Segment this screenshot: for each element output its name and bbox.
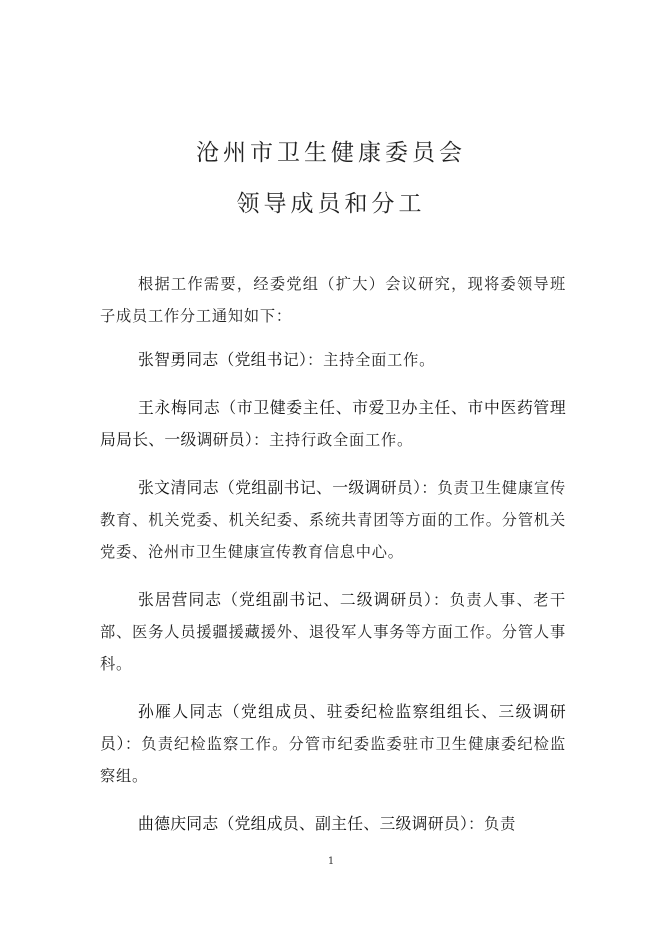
member-name-role: 王永梅同志（市卫健委主任、市爱卫办主任、市中医药管理局局长、一级调研员）	[100, 398, 566, 449]
member-name-role: 孙雁人同志（党组成员、驻委纪检监察组组长、三级调研员）	[100, 702, 566, 753]
member-name-role: 张居营同志（党组副书记、二级调研员）	[138, 590, 433, 609]
member-name-role: 张智勇同志（党组书记）	[138, 350, 308, 369]
member-paragraph	[100, 696, 566, 792]
member-duties: ：主持行政全面工作。	[253, 431, 413, 449]
member-paragraph	[100, 344, 566, 376]
member-name-role: 张文清同志（党组副书记、一级调研员）	[138, 478, 422, 497]
document-title-line2: 领导成员和分工	[236, 191, 426, 217]
member-paragraph	[100, 808, 566, 840]
document-title-line1: 沧州市卫生健康委员会	[196, 140, 466, 166]
member-duties: ：负责卫生健康宣传教育、机关党委、机关纪委、系统共青团等方面的工作。分管机关党委、沧州市卫生健康宣传教育信息中心。	[100, 479, 566, 561]
member-duties: ：负责	[468, 815, 517, 833]
member-name-role: 曲德庆同志（党组成员、副主任、三级调研员）	[138, 814, 469, 833]
member-paragraph	[100, 392, 566, 456]
member-duties: ：负责人事、老干部、医务人员援疆援藏援外、退役军人事务等方面工作。分管人事科。	[100, 591, 566, 673]
intro-paragraph: 根据工作需要，经委党组（扩大）会议研究，现将委领导班子成员工作分工通知如下：	[100, 275, 566, 325]
member-paragraph	[100, 472, 566, 568]
member-duties: ：主持全面工作。	[307, 351, 436, 369]
page-number: 1	[327, 856, 335, 867]
member-paragraph	[100, 584, 566, 680]
document-body	[100, 268, 566, 840]
member-duties: ：负责纪检监察工作。分管市纪委监委驻市卫生健康委纪检监察组。	[100, 735, 566, 785]
